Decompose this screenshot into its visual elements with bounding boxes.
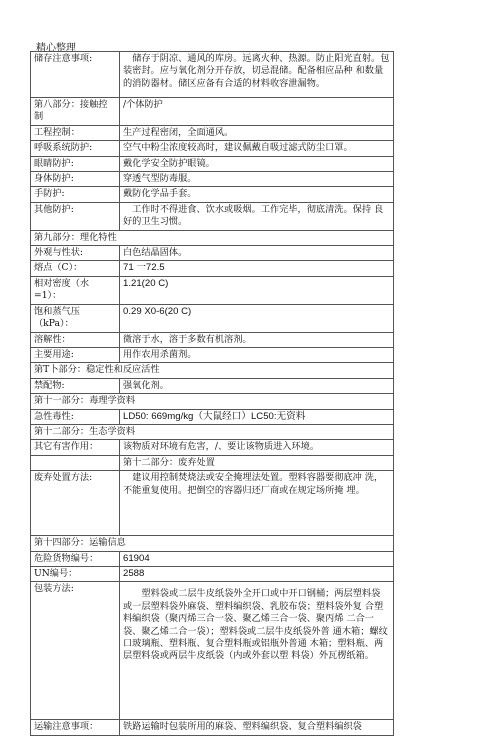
table-row bbox=[31, 141, 394, 156]
row-value: 戴化学安全防护眼镜。 bbox=[120, 156, 394, 171]
msds-table bbox=[30, 51, 394, 736]
table-row bbox=[31, 230, 394, 245]
row-label: 储存注意事项: bbox=[31, 52, 120, 98]
row-value: 2588 bbox=[120, 566, 394, 581]
table-row bbox=[31, 187, 394, 202]
row-value: 该物质对环境有危害，/、要让该物质进入环境。 bbox=[120, 440, 394, 455]
table-row bbox=[31, 551, 394, 566]
table-row bbox=[31, 536, 394, 551]
row-label: 溶解性： bbox=[31, 332, 120, 347]
section-heading: 第九部分：理化特性 bbox=[31, 230, 394, 245]
table-row bbox=[31, 304, 394, 332]
section-heading: 第T卜部分：稳定性和反应活性 bbox=[31, 363, 394, 378]
table-row bbox=[31, 261, 394, 276]
table-row bbox=[31, 156, 394, 171]
row-label: 身体防护: bbox=[31, 172, 120, 187]
row-value: 储存于阴凉、通风的库房。远离火种、热源。防止阳光直射。包装密封。应与氧化剂分开存放，切忌混储。配备相应品种 和数量的消防器材。储区应备有合适的材料收容泄漏物。 bbox=[120, 52, 394, 98]
row-label: 其它有害作用： bbox=[31, 440, 120, 455]
row-value: 穿透气型防毒服。 bbox=[120, 172, 394, 187]
table-row bbox=[31, 172, 394, 187]
row-value: 铁路运输时包装所用的麻袋、塑料编织袋、复合塑料编织袋 bbox=[120, 720, 394, 735]
row-value: 71 一72.5 bbox=[120, 261, 394, 276]
row-label: 外观与性状: bbox=[31, 246, 120, 261]
row-value: 微溶于水，溶于多数有机溶剂。 bbox=[120, 332, 394, 347]
table-row bbox=[31, 347, 394, 362]
table-row bbox=[31, 276, 394, 304]
row-value: LD50: 669mg/kg（大鼠经口）LC50:无资料 bbox=[120, 409, 394, 424]
row-label: 运输注意事项： bbox=[31, 720, 120, 735]
table-row bbox=[31, 378, 394, 393]
row-value: 生产过程密闭，全面通风。 bbox=[120, 125, 394, 140]
row-label: 急性毒性: bbox=[31, 409, 120, 424]
row-label: 废弃处置方法: bbox=[31, 471, 120, 536]
row-label: 其他防护: bbox=[31, 202, 120, 230]
section-heading: 第八部分：接触控制 bbox=[31, 98, 120, 126]
row-value: 0.29 X0-6(20 C) bbox=[120, 304, 394, 332]
row-label: 危险货物编号： bbox=[31, 551, 120, 566]
row-label: 禁配物: bbox=[31, 378, 120, 393]
section-heading: 第十四部分：运输信息 bbox=[31, 536, 394, 551]
row-label: 呼吸系统防护: bbox=[31, 141, 120, 156]
table-row bbox=[31, 394, 394, 409]
table-row bbox=[31, 440, 394, 455]
row-value: 空气中粉尘浓度较高时，建议佩戴自吸过滤式防尘口罩。 bbox=[120, 141, 394, 156]
page-title: 精心整理 bbox=[36, 43, 76, 54]
table-row bbox=[31, 409, 394, 424]
table-row bbox=[31, 202, 394, 230]
table-row bbox=[31, 125, 394, 140]
row-label: 熔点（C）： bbox=[31, 261, 120, 276]
table-row bbox=[31, 424, 394, 439]
row-value: 用作农用杀菌剂。 bbox=[120, 347, 394, 362]
table-row bbox=[31, 332, 394, 347]
table-row bbox=[31, 363, 394, 378]
table-row bbox=[31, 720, 394, 735]
table-row bbox=[31, 582, 394, 720]
row-value: 强氧化剂。 bbox=[120, 378, 394, 393]
section-heading: 第十二部分：生态学资料 bbox=[31, 424, 394, 439]
table-row bbox=[31, 471, 394, 536]
table-row bbox=[31, 52, 394, 98]
row-value: 61904 bbox=[120, 551, 394, 566]
row-label: 饱和蒸气压（kPa）： bbox=[31, 304, 120, 332]
table-row bbox=[31, 98, 394, 126]
row-value: 工作时不得进食、饮水或吸烟。工作完毕，彻底清洗。保持 良好的卫生习惯。 bbox=[120, 202, 394, 230]
row-value: 白色结晶固体。 bbox=[120, 246, 394, 261]
row-value: 1.21(20 C) bbox=[120, 276, 394, 304]
row-label: 主要用途: bbox=[31, 347, 120, 362]
table-row bbox=[31, 455, 394, 470]
row-label: 手防护: bbox=[31, 187, 120, 202]
section-heading: 第十一部分：毒理学资料 bbox=[31, 394, 394, 409]
row-value: 塑料袋或二层牛皮纸袋外全开口或中开口钢桶；两层塑料袋 或一层塑料袋外麻袋、塑料编织袋、乳胶布袋；塑料袋外复 合塑料编织袋（聚丙烯三合一袋、聚乙烯三合一袋、聚丙烯 二合一袋、聚乙烯二合一袋）；塑料袋或二层牛皮纸袋外普 通木箱；螺纹口玻璃瓶、塑料瓶、复合塑料瓶或铝瓶外普通 木箱；塑料瓶、两层塑料袋或两层牛皮纸袋（内或外套以塑 料袋）外瓦楞纸箱。 bbox=[120, 582, 394, 720]
section-heading: 第十二部分：废弃处置 bbox=[120, 455, 394, 470]
row-label: 工程控制： bbox=[31, 125, 120, 140]
row-value: 建议用控制焚烧法或安全掩埋法处置。塑料容器要彻底冲 洗，不能重复使用。把倒空的容器归还厂商或在规定场所掩 埋。 bbox=[120, 471, 394, 536]
row-label: 眼睛防护: bbox=[31, 156, 120, 171]
row-value: /个体防护 bbox=[120, 98, 394, 126]
row-label: 相对密度（水=1）： bbox=[31, 276, 120, 304]
row-label: 包装方法: bbox=[31, 582, 120, 720]
row-value: 戴防化学品手套。 bbox=[120, 187, 394, 202]
row-label: UN编号： bbox=[31, 566, 120, 581]
table-row bbox=[31, 566, 394, 581]
table-row bbox=[31, 246, 394, 261]
